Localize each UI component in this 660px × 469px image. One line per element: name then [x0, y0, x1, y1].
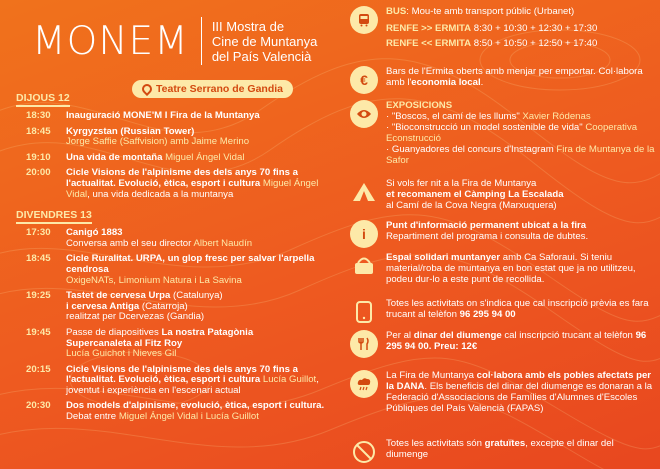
- event-title: Cicle Visions de l'alpinisme des dels anys 70 fins a l'actualitat. Evolució, ètica, esport i cultura: [66, 167, 298, 189]
- monem-logo: MONEM: [32, 18, 189, 64]
- event-origin: (Catalunya): [173, 290, 223, 302]
- info-column: [350, 6, 656, 468]
- schedule: [10, 88, 336, 428]
- thursday-events: [10, 111, 336, 200]
- event-pre: Conversa amb el seu director: [66, 237, 194, 249]
- title-line-1: III Mostra de: [211, 18, 285, 34]
- phone-icon: [350, 298, 378, 326]
- event-time: 18:30: [26, 110, 51, 121]
- exhibition-credit: Xavier Ródenas: [522, 111, 591, 122]
- event-extra: , una vida dedicada a la muntanya: [87, 188, 234, 200]
- dinner-bold: dinar del diumenge: [413, 330, 502, 341]
- event-detail: Albert Naudín: [193, 237, 253, 249]
- event-extra: , joventut i experiència en l'escenari actual: [66, 374, 319, 396]
- event-title-2: i cervesa Antiga: [66, 300, 140, 312]
- event-row: [10, 228, 336, 249]
- dinner-pre: Per al: [386, 330, 414, 341]
- title-line-3: del País Valencià: [211, 48, 312, 64]
- header: [10, 6, 336, 76]
- event-row: [10, 401, 336, 422]
- dinner-price: . Preu: 12€: [428, 341, 478, 352]
- event-title: Canigó 1883: [66, 227, 123, 239]
- exhibitions-label: EXPOSICIONS: [386, 100, 453, 111]
- exhibition-credit: Cooperativa Econstrucció: [386, 122, 638, 144]
- free-pre: Totes les activitats són: [386, 438, 485, 449]
- event-row: [10, 168, 336, 200]
- camping-end: al Camí de la Cova Negra (Marxuquera): [386, 200, 557, 211]
- event-time: 18:45: [26, 125, 51, 137]
- event-origin-2: (Catarroja): [141, 300, 188, 312]
- info-icon: i: [350, 220, 378, 248]
- event-title: Dos models d'alpinisme, evolució, ètica, esport i cultura.: [66, 400, 325, 412]
- event-detail: Miguel Ángel Vidal i Lucía Guillot: [118, 411, 259, 423]
- renfe-to-ermita-times: 8:30 + 10:30 + 12:30 + 17:30: [473, 23, 598, 34]
- info-point-text: Repartiment del programa i consulta de dubtes.: [386, 231, 589, 242]
- event-title: Cicle Visions de l'alpinisme des dels anys 70 fins a l'actualitat. Evolució, ètica, esport i cultura: [66, 363, 298, 386]
- dinner-phone: 96 295 94 00: [386, 330, 647, 352]
- event-row: [10, 291, 336, 323]
- event-pre: Debat entre: [66, 411, 119, 423]
- event-title: La nostra Patagònia: [161, 326, 254, 338]
- bars-info: [350, 66, 656, 100]
- event-extra: realitzat per Dcervezas (Gandia): [66, 311, 205, 323]
- free-bold: gratuïtes: [484, 438, 526, 449]
- event-title: Cicle Ruralitat. URPA, un glop fresc per salvar l'arpella cendrosa: [66, 253, 315, 275]
- bars-bold: economia local: [411, 77, 481, 88]
- event-detail: Lucía Guillot: [262, 374, 317, 386]
- free-text: , excepte el dinar del diumenge: [386, 438, 614, 460]
- program-column: [10, 6, 336, 76]
- info-point: [350, 220, 656, 252]
- event-detail: Miguel Ángel Vidal: [165, 151, 245, 163]
- renfe-to-ermita-label: RENFE >> ERMITA: [386, 23, 472, 34]
- title-line-2: Cine de Muntanya: [211, 33, 318, 49]
- event-title: [212, 19, 318, 64]
- day-label-friday: DIVENDRES 13: [16, 209, 92, 224]
- event-row: [10, 254, 336, 286]
- event-time: 20:30: [26, 400, 51, 412]
- event-title-2: Supercanaleta al Fitz Roy: [66, 337, 183, 349]
- dana-info: [350, 370, 656, 438]
- event-time: 20:15: [26, 363, 51, 375]
- venue-label: Teatre Serrano de Gandia: [156, 83, 284, 95]
- event-row: [10, 328, 336, 360]
- dinner-info: [350, 330, 656, 370]
- phone-info: [350, 298, 656, 330]
- event-title: Una vida de montaña: [66, 151, 163, 163]
- bus-label: BUS: [386, 6, 407, 17]
- event-title: Inauguració MONE'M I Fira de la Muntanya: [66, 110, 260, 121]
- no-fee-icon: [350, 438, 378, 466]
- rain-cloud-icon: [350, 370, 378, 398]
- renfe-from-ermita-label: RENFE << ERMITA: [386, 38, 472, 49]
- tent-icon: [350, 178, 378, 206]
- event-row: [10, 111, 336, 122]
- exhibition-title: "Boscos, el camí de les llums": [391, 111, 523, 122]
- phone-number: 96 295 94 00: [459, 309, 516, 320]
- event-detail: Miguel Ángel Vidal: [66, 177, 319, 200]
- transport-info: [350, 6, 656, 60]
- event-title: Kyrgyzstan (Russian Tower): [66, 125, 195, 137]
- bars-end: .: [480, 77, 484, 88]
- renfe-from-ermita-times: 8:50 + 10:50 + 12:50 + 17:40: [473, 38, 598, 49]
- eye-icon: [350, 100, 378, 128]
- bus-icon: [350, 6, 378, 34]
- bus-text: : Mou-te amb transport públic (Urbanet): [406, 6, 575, 17]
- cutlery-icon: [350, 330, 378, 358]
- event-time: 20:00: [26, 167, 51, 179]
- event-row: [10, 127, 336, 148]
- friday-events: [10, 228, 336, 423]
- bars-text: Bars de l'Ermita oberts amb menjar per emportar. Col·labora amb l': [386, 66, 643, 88]
- basket-icon: [350, 252, 378, 280]
- solidarity-text: amb Ca Saforaui. Si teniu material/roba de muntanya en bon estat que ja no utilitzeu, podeu dur-lo a este punt de recollida.: [386, 252, 636, 285]
- dinner-text: cal inscripció trucant al telèfon: [501, 330, 636, 341]
- event-pre: Passe de diapositives: [66, 326, 162, 338]
- solidarity-bold: Espai solidari muntanyer: [386, 252, 501, 263]
- event-time: 19:25: [26, 290, 51, 302]
- event-time: 18:45: [26, 253, 51, 265]
- event-time: 19:10: [26, 151, 51, 163]
- logo-divider: [201, 17, 202, 65]
- camping-info: [350, 178, 656, 218]
- event-row: [10, 153, 336, 164]
- exhibition-credit: Fira de Muntanya de la Safor: [386, 144, 655, 166]
- phone-text: Totes les activitats on s'indica que cal inscripció prèvia es fara trucant al telèfon: [386, 298, 649, 320]
- event-detail: Lucía Guichot i Nieves Gil: [66, 348, 177, 360]
- solidarity-info: [350, 252, 656, 298]
- event-title: Tastet de cervesa Urpa: [66, 290, 171, 302]
- event-row: [10, 365, 336, 397]
- dana-text: . Els beneficis del dinar del diumenge es donaran a la Federació d'Associacions de Famílies d'Alumnes d'Escoles Públiques del País Valencià (FAPAS): [386, 381, 653, 414]
- exhibition-title: Guanyadores del concurs d'Instagram: [391, 144, 557, 155]
- exhibitions-info: EXPOSICIONS · "Boscos, el camí de les llums" Xavier Ródenas · "Bioconstrucció un model sostenible de vida" Cooperativa Econstrucció · Guanyadores del concurs d'Instagram Fira de Muntanya de la Safor: [350, 100, 656, 178]
- dana-bold: col·labora amb els pobles afectats per la DANA: [386, 370, 652, 392]
- euro-icon: €: [350, 66, 378, 94]
- free-info: [350, 438, 656, 468]
- event-detail: Jorge Saffie (Saffvision) amb Jaime Merino: [66, 136, 250, 148]
- camping-pre: Si vols fer nit a la Fira de Muntanya: [386, 178, 537, 189]
- exhibition-title: "Bioconstrucció un model sostenible de vida": [391, 122, 586, 133]
- dana-pre: La Fira de Muntanya: [386, 370, 477, 381]
- camping-bold: et recomanem el Càmping La Escalada: [386, 189, 564, 200]
- event-time: 19:45: [26, 326, 51, 338]
- event-time: 17:30: [26, 227, 51, 239]
- day-label-thursday: DIJOUS 12: [16, 92, 70, 107]
- event-detail: OxigeNATs, Limonium Natura i La Savina: [66, 274, 242, 286]
- info-point-bold: Punt d'informació permanent ubicat a la fira: [386, 220, 587, 231]
